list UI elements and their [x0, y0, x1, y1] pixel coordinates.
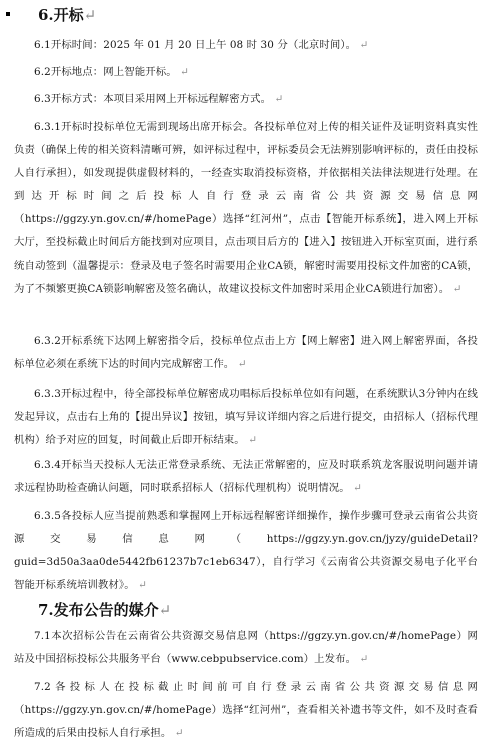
- paragraph-6-3-2: 6.3.2开标系统下达网上解密指令后，投标单位点击上方【网上解密】进入网上解密界面，各投标单位必须在系统下达的时间内完成解密工作。 ↵: [14, 335, 478, 371]
- paragraph-6-1: 6.1开标时间：2025 年 01 月 20 日上午 08 时 30 分（北京时间）。 ↵: [34, 39, 369, 51]
- paragraph-6-3-4: 6.3.4开标当天投标人无法正常登录系统、无法正常解密的，应及时联系筑龙客服说明问题并请求远程协助检查确认问题，同时联系招标人（招标代理机构）说明情况。 ↵: [14, 459, 478, 495]
- paragraph-6-3: 6.3开标方式：本项目采用网上开标远程解密方式。 ↵: [34, 93, 284, 105]
- section-6-title: 6.开标: [38, 6, 84, 24]
- paragraph-7-2: 7.2各投标人在投标截止时间前可自行登录云南省公共资源交易信息网（https://ggzy.yn.gov.cn/#/homePage）选择“红河州”，查看相关补遗书等文件，如不及时查看所造成的后果由投标人自行承担。 ↵: [14, 681, 478, 740]
- section-7-heading: 7.发布公告的媒介↵: [38, 601, 172, 619]
- paragraph-6-3-5: 6.3.5各投标人应当提前熟悉和掌握网上开标远程解密详细操作，操作步骤可登录云南省公共资源交易信息网（https://ggzy.yn.gov.cn/jyzy/guideDetail?guid=3d50a3aa0de5442fb61237b7c1eb6347），自行学习《云南省公共资源交易电子化平台智能开标系统培训教材》。 ↵: [14, 510, 478, 592]
- paragraph-6-3-3: 6.3.3开标过程中，待全部投标单位解密成功唱标后投标单位如有问题，在系统默认3分钟内在线发起异议，点击右上角的【提出异议】按钮，填写异议详细内容之后进行提交，由招标人（招标代理机构）给予对应的回复，时间截止后即开标结束。 ↵: [14, 388, 478, 447]
- paragraph-7-1: 7.1本次招标公告在云南省公共资源交易信息网（https://ggzy.yn.gov.cn/#/homePage）网站及中国招标投标公共服务平台（www.cebpubservice.com）上发布。 ↵: [14, 630, 478, 666]
- section-6-heading: 6.开标↵: [38, 6, 97, 24]
- paragraph-6-3-1: 6.3.1开标时投标单位无需到现场出席开标会。各投标单位对上传的相关证件及证明资料真实性负责（确保上传的相关资料清晰可辨，如评标过程中，评标委员会无法辨别影响评标的，责任由投标人自行承担），如发现提供虚假材料的，一经查实取消投标资格，并依据相关法律法规进行处理。在到达开标时间之后投标人自行登录云南省公共资源交易信息网（https://ggzy.yn.gov.cn/#/homePage）选择“红河州”，点击【智能开标系统】，进入网上开标大厅，至投标截止时间后方能找到对应项目，点击项目后方的【进入】按钮进入开标室页面，进行系统自动签到（温馨提示：登录及电子签名时需要用企业CA锁，解密时需要用投标文件加密的CA锁，为了不频繁更换CA锁影响解密及签名确认，故建议投标文件加密时采用企业CA锁进行加密）。 ↵: [14, 121, 478, 295]
- list-bullet: [6, 12, 10, 16]
- paragraph-6-2: 6.2开标地点：网上智能开标。 ↵: [34, 66, 189, 78]
- section-7-title: 7.发布公告的媒介: [38, 601, 159, 619]
